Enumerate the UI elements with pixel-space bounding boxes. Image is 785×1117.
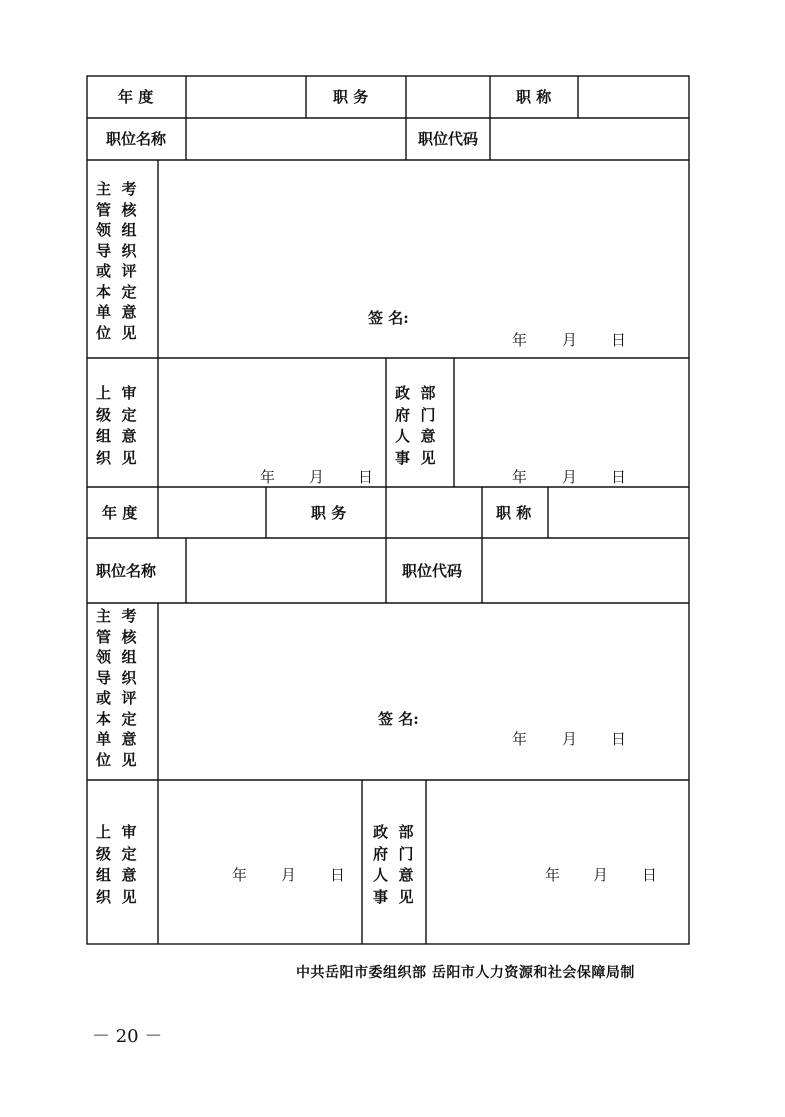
- s1-hr-opinion-label: 政 部 府 门 人 意 事 见: [395, 384, 436, 467]
- s2-superior-date-year: 年: [232, 866, 248, 884]
- s1-leader-date-month: 月: [562, 331, 578, 349]
- s2-position-code-label: 职位代码: [402, 562, 463, 580]
- s1-hr-date-month: 月: [562, 468, 578, 486]
- s1-position-name-label: 职位名称: [106, 130, 167, 148]
- s1-year-label: 年 度: [118, 88, 154, 106]
- s1-signature-label: 签 名:: [368, 309, 409, 327]
- s2-hr-opinion-label: 政 部 府 门 人 意 事 见: [373, 823, 414, 906]
- s2-leader-opinion-label: 主 考 管 核 领 组 导 织 或 评 本 定 单 意 位 见: [96, 607, 137, 769]
- s1-hr-date-day: 日: [611, 468, 627, 486]
- s1-superior-date-month: 月: [309, 468, 325, 486]
- s2-signature-label: 签 名:: [378, 710, 419, 728]
- s1-superior-opinion-label: 上 审 级 定 组 意 织 见: [96, 384, 137, 467]
- s1-leader-date-year: 年: [512, 331, 528, 349]
- s1-leader-opinion-label: 主 考 管 核 领 组 导 织 或 评 本 定 单 意 位 见: [96, 180, 137, 342]
- s2-leader-date-month: 月: [562, 730, 578, 748]
- s1-leader-date-day: 日: [611, 331, 627, 349]
- s1-duty-label: 职 务: [333, 88, 369, 106]
- s1-superior-date-day: 日: [358, 468, 374, 486]
- s1-hr-date-year: 年: [512, 468, 528, 486]
- s2-position-name-label: 职位名称: [96, 562, 157, 580]
- page-number: － 20 －: [92, 1026, 163, 1047]
- s2-year-label: 年 度: [102, 504, 138, 522]
- s2-hr-date-month: 月: [593, 866, 609, 884]
- s2-hr-date-year: 年: [545, 866, 561, 884]
- s1-superior-date-year: 年: [260, 468, 276, 486]
- s2-leader-date-day: 日: [611, 730, 627, 748]
- s2-superior-date-month: 月: [281, 866, 297, 884]
- s2-duty-label: 职 务: [311, 504, 347, 522]
- s2-hr-date-day: 日: [642, 866, 658, 884]
- issuer-footer: 中共岳阳市委组织部 岳阳市人力资源和社会保障局制: [296, 965, 635, 981]
- s2-superior-opinion-label: 上 审 级 定 组 意 织 见: [96, 823, 137, 906]
- s2-title-label: 职 称: [496, 504, 532, 522]
- s2-leader-date-year: 年: [512, 730, 528, 748]
- s1-title-label: 职 称: [516, 88, 552, 106]
- s1-position-code-label: 职位代码: [418, 130, 479, 148]
- s2-superior-date-day: 日: [330, 866, 346, 884]
